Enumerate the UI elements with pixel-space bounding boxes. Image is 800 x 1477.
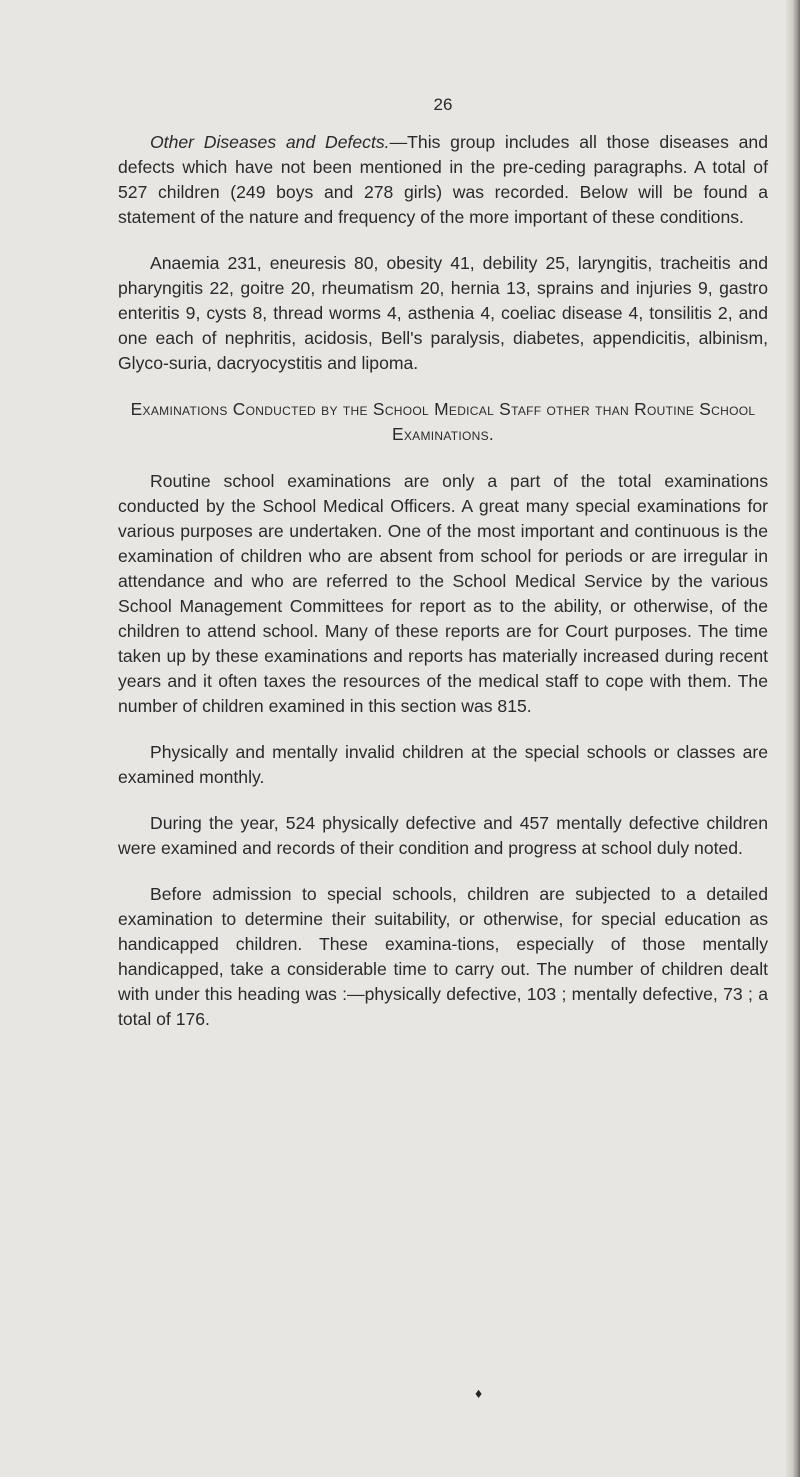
paragraph-invalid-children: Physically and mentally invalid children at the special schools or classes are examined monthly. [118,742,768,787]
paragraph-title: Other Diseases and Defects. [150,132,390,152]
ink-speck-icon: ♦ [475,1385,483,1401]
paragraph-other-diseases [118,130,768,230]
paragraph-defective-children: During the year, 524 physically defective and 457 mentally defective children were examined and records of their condition and progress at school duly noted. [118,813,768,858]
paragraph-conditions-list: Anaemia 231, eneuresis 80, obesity 41, debility 25, laryngitis, tracheitis and pharyngitis 22, goitre 20, rheumatism 20, hernia 13, sprains and injuries 9, gastro enteritis 9, cysts 8, thread worms 4, asthenia 4, coeliac disease 4, tonsilitis 2, and one each of nephritis, acidosis, Bell's paralysis, diabetes, appendicitis, albinism, Glyco-suria, dacryocystitis and lipoma. [118,253,768,373]
paragraph-admission: Before admission to special schools, children are subjected to a detailed examination to determine their suitability, or otherwise, for special education as handicapped children. These examina-tions, especially of those mentally handicapped, take a considerable time to carry out. The number of children dealt with under this heading was :—physically defective, 103 ; mentally defective, 73 ; a total of 176. [118,884,768,1029]
document-page [118,92,768,1053]
paragraph-routine-examinations: Routine school examinations are only a part of the total examinations conducted by the School Medical Officers. A great many special examinations for various purposes are undertaken. One of the most important and continuous is the examination of children who are absent from school for periods or are irregular in attendance and who are referred to the School Medical Service by the various School Management Committees for report as to the ability, or otherwise, of the children to attend school. Many of these reports are for Court purposes. The time taken up by these examinations and reports has materially increased during recent years and it often taxes the resources of the medical staff to cope with them. The number of children examined in this section was 815. [118,471,768,716]
page-edge-shadow [786,0,800,1477]
paragraph-text: —This group includes all those diseases and defects which have not been mentioned in the pre-ceding paragraphs. A total of 527 children (249 boys and 278 girls) was recorded. Below will be found a statement of the nature and frequency of the more important of these conditions. [118,132,768,227]
section-heading: Examinations Conducted by the School Medical Staff other than Routine School Examinations. [130,399,756,444]
page-number: 26 [433,95,453,114]
